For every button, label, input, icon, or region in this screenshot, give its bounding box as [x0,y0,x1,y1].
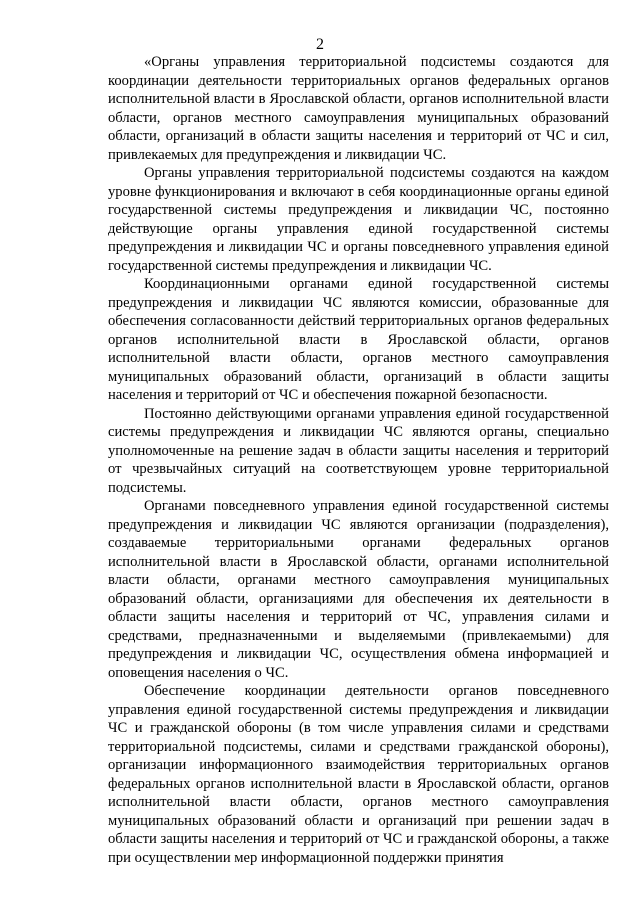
paragraph-5: Органами повседневного управления единой государственной системы предупреждения и ликвидации ЧС являются организации (подразделения), создаваемые территориальными органами федеральных органов исполнительной власти в Ярославской области, органами исполнительной власти области, органами местного самоуправления муниципальных образований области, организациями для обеспечения их деятельности в области защиты населения и территорий от ЧС, управления силами и средствами, предназначенными и выделяемыми (привлекаемыми) для предупреждения и ликвидации ЧС, осуществления обмена информацией и оповещения населения о ЧС. [108,498,609,681]
paragraph-2: Органы управления территориальной подсистемы создаются на каждом уровне функционирования и включают в себя координационные органы единой государственной системы предупреждения и ликвидации ЧС, постоянно действующие органы управления единой государственной системы предупреждения и ликвидации ЧС и органы повседневного управления единой государственной системы предупреждения и ликвидации ЧС. [108,165,609,274]
page-number: 2 [316,36,324,53]
paragraph-1: «Органы управления территориальной подсистемы создаются для координации деятельности территориальных органов федеральных органов исполнительной власти в Ярославской области, органов исполнительной власти области, органов местного самоуправления муниципальных образований области, организаций в области защиты населения и территорий от ЧС и сил, привлекаемых для предупреждения и ликвидации ЧС. [108,54,609,163]
paragraph-4: Постоянно действующими органами управления единой государственной системы предупреждения и ликвидации ЧС являются органы, специально уполномоченные на решение задач в области защиты населения и территорий от чрезвычайных ситуаций на соответствующем уровне территориальной подсистемы. [108,405,609,496]
paragraph-3: Координационными органами единой государственной системы предупреждения и ликвидации ЧС являются комиссии, образованные для обеспечения согласованности действий территориальных органов федеральных органов исполнительной власти в Ярославской области, органов исполнительной власти области, органов местного самоуправления муниципальных образований области, организаций в области защиты населения и территорий от ЧС и обеспечения пожарной безопасности. [108,276,609,403]
document-body [108,53,609,867]
paragraph-6: Обеспечение координации деятельности органов повседневного управления единой государственной системы предупреждения и ликвидации ЧС и гражданской обороны (в том числе управления силами и средствами территориальной подсистемы, силами и средствами гражданской обороны), организации информационного взаимодействия территориальных органов федеральных органов исполнительной власти в Ярославской области, органов исполнительной власти области, органов местного самоуправления муниципальных образований области и организаций при решении задач в области защиты населения и территорий от ЧС и гражданской обороны, а также при осуществлении мер информационной поддержки принятия [108,683,609,866]
